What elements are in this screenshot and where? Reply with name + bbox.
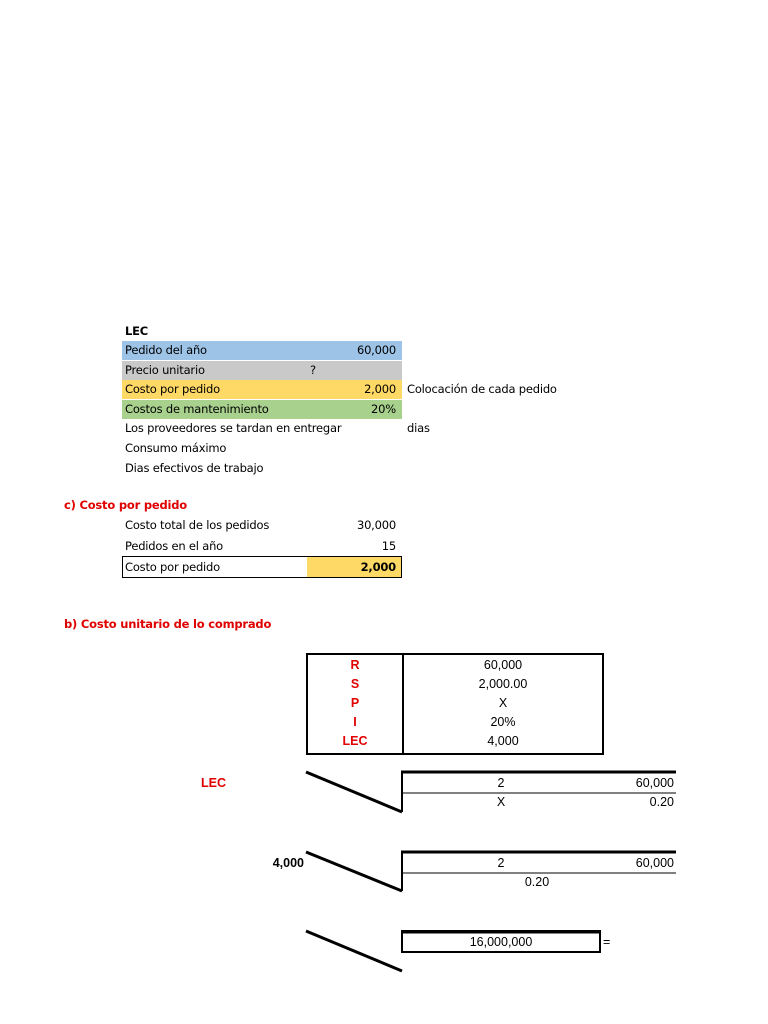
formula-den-left: X <box>496 795 506 809</box>
rspi-letter: I <box>353 715 357 729</box>
cost-row-label: Costo total de los pedidos <box>125 518 270 532</box>
radical-diagonal <box>306 852 402 891</box>
lec-row-label: Precio unitario <box>125 362 205 377</box>
formula-num-left: 2 <box>497 776 505 790</box>
lec-row-label: Consumo máximo <box>125 441 227 455</box>
rspi-letter: R <box>350 658 360 672</box>
lec-row-note: dias <box>407 421 430 436</box>
formula-lec-value: 4,000 <box>272 856 304 870</box>
rspi-value: 2,000.00 <box>478 677 528 691</box>
cost-row-value: 2,000 <box>360 560 396 574</box>
lec-title: LEC <box>125 324 149 338</box>
formula-num-right: 60,000 <box>635 856 674 870</box>
rspi-value: 20% <box>490 715 516 729</box>
rspi-letter: S <box>350 677 360 691</box>
lec-row-value: 60,000 <box>356 343 396 357</box>
lec-row-label: Costo por pedido <box>125 382 220 397</box>
lec-row-label: Dias efectivos de trabajo <box>125 460 264 475</box>
rspi-value: 60,000 <box>483 658 523 672</box>
radical-diagonal <box>306 772 402 812</box>
cost-row-label: Costo por pedido <box>125 560 220 574</box>
formula-den-right: 0.20 <box>649 795 674 809</box>
lec-row-note: Colocación de cada pedido <box>407 382 557 397</box>
lec-row-value: 2,000 <box>364 382 396 397</box>
lec-row-mid: ? <box>310 362 316 377</box>
formula-lec-label: LEC <box>201 776 226 790</box>
lec-row-label: Costos de mantenimiento <box>125 401 269 416</box>
cost-row-value: 30,000 <box>356 518 396 532</box>
rspi-value: 4,000 <box>487 734 519 748</box>
section-b-heading: b) Costo unitario de lo comprado <box>64 617 272 631</box>
radical-diagonal <box>306 931 402 971</box>
rspi-letter: P <box>350 696 360 710</box>
cost-row-value: 15 <box>381 539 396 553</box>
formula-result: 16,000,000 <box>469 935 533 949</box>
section-c-heading: c) Costo por pedido <box>64 498 188 512</box>
cost-row-label: Pedidos en el año <box>125 539 223 553</box>
formula-equals: = <box>603 935 611 949</box>
rspi-value: X <box>498 696 508 710</box>
formula-num-left: 2 <box>497 856 505 870</box>
formula-num-right: 60,000 <box>635 776 674 790</box>
lec-row-label: Los proveedores se tardan en entregar <box>125 421 342 436</box>
formula-den: 0.20 <box>524 875 550 889</box>
rspi-letter: LEC <box>342 734 368 748</box>
lec-row-value: 20% <box>371 401 396 416</box>
lec-row-label: Pedido del año <box>125 343 207 357</box>
